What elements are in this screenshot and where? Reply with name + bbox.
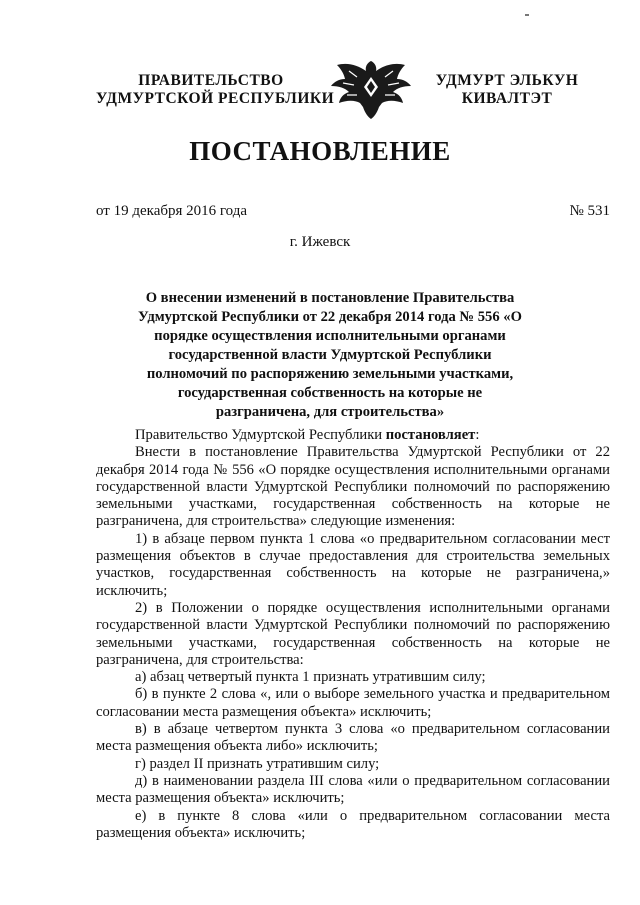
intro-prefix: Правительство Удмуртской Республики [135, 427, 386, 443]
intro-suffix: : [475, 427, 480, 443]
document-city: г. Ижевск [289, 234, 351, 250]
body-paragraph: д) в наименовании раздела III слова «или о предварительном согласовании места размещения объекта» исключить; [96, 772, 610, 807]
document-heading: О внесении изменений в постановление Правительства Удмуртской Республики от 22 декабря 2014 года № 556 «О порядке осуществления исполнительными органами государственной власти Удмуртской Республики полномочий по распоряжению земельными участками, государственная собственность на которые не разграничена, для строительства» [138, 290, 522, 420]
coat-of-arms-icon [327, 55, 415, 123]
body-paragraph: 2) в Положении о порядке осуществления исполнительными органами государственной власти Удмуртской Республики полномочий по распоряжению земельными участками, государственная собственность на которые не разграничена, для строительства: [96, 599, 610, 668]
body-paragraph: б) в пункте 2 слова «, или о выборе земельного участка и предварительном согласовании места размещения объекта» исключить; [96, 686, 610, 720]
document-date: от 19 декабря 2016 года [96, 203, 248, 219]
org-name-udmurt-line2: КИВАЛТЭТ [461, 90, 553, 107]
intro-paragraph [96, 427, 610, 444]
document-title: ПОСТАНОВЛЕНИЕ [189, 136, 451, 166]
body-paragraph: е) в пункте 8 слова «или о предварительном согласовании места размещения объекта» исключить; [96, 807, 610, 841]
body-paragraph: Внести в постановление Правительства Удмуртской Республики от 22 декабря 2014 года № 556 «О порядке осуществления исполнительными органами государственной власти Удмуртской Республики полномочий по распоряжению земельными участками, государственная собственность на которые не разграничена, для строительства» следующие изменения: [96, 444, 610, 530]
org-name-udmurt-line1: УДМУРТ ЭЛЬКУН [435, 72, 579, 89]
body-paragraph: 1) в абзаце первом пункта 1 слова «о предварительном согласовании мест размещения объектов в случае предоставления для строительства земельных участков, государственная собственность на которые не разграничена,» исключить; [96, 530, 610, 599]
body-paragraph: а) абзац четвертый пункта 1 признать утратившим силу; [135, 669, 486, 686]
document-body [96, 427, 610, 842]
body-paragraph: в) в абзаце четвертом пункта 3 слова «о предварительном согласовании места размещения объекта либо» исключить; [96, 721, 610, 755]
document-number: № 531 [569, 203, 610, 219]
body-paragraph: г) раздел II признать утратившим силу; [135, 755, 380, 772]
org-name-russian [96, 72, 335, 108]
org-name-udmurt [432, 72, 582, 108]
scan-mark [525, 14, 529, 16]
org-name-russian-line1: ПРАВИТЕЛЬСТВО [138, 72, 284, 89]
intro-bold: постановляет [385, 427, 476, 443]
org-name-russian-line2: УДМУРТСКОЙ РЕСПУБЛИКИ [96, 90, 335, 107]
